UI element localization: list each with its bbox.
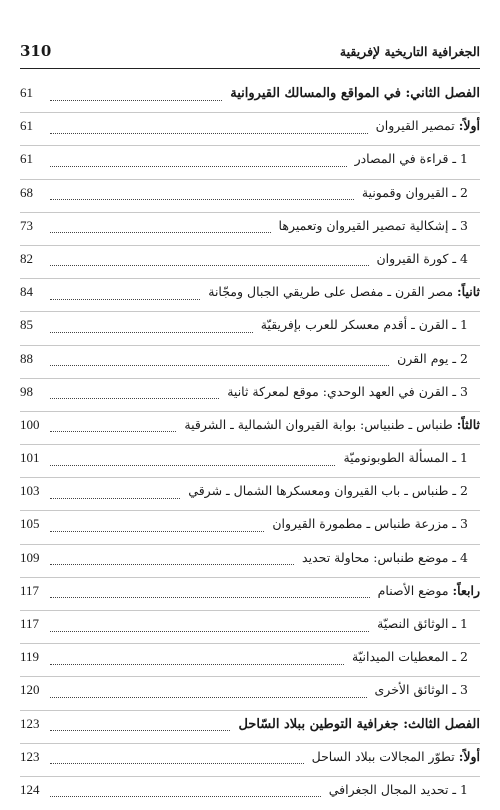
toc-entry-title <box>257 317 480 332</box>
page-header <box>20 40 480 69</box>
dot-leader <box>50 431 176 432</box>
toc-entry-prefix: رابعاً: <box>452 582 480 598</box>
toc-entry[interactable] <box>20 611 480 644</box>
toc-entry-text: 2 ـ المعطيات الميدانيّة <box>352 649 468 665</box>
toc-line <box>20 284 480 306</box>
dot-leader <box>50 166 347 167</box>
dot-leader <box>50 398 219 399</box>
dot-leader <box>50 265 369 266</box>
toc-line <box>20 118 480 140</box>
toc-line <box>20 782 480 804</box>
toc-line <box>20 550 480 572</box>
toc-line <box>20 583 480 605</box>
toc-entry-title <box>371 682 480 697</box>
toc-entry-text: 2 ـ يوم القرن <box>397 350 468 366</box>
toc-entry-prefix: ثانياً: <box>457 284 480 300</box>
toc-entry-text: 4 ـ كورة القيروان <box>376 250 468 266</box>
toc-entry[interactable] <box>20 346 480 379</box>
toc-page-number: 98 <box>20 383 33 399</box>
toc-entry[interactable] <box>20 379 480 412</box>
toc-page-number: 105 <box>20 516 40 532</box>
toc-entry[interactable] <box>20 113 480 146</box>
toc-entry[interactable] <box>20 412 480 445</box>
dot-leader <box>50 465 335 466</box>
page-number: 310 <box>20 42 52 60</box>
dot-leader <box>50 299 200 300</box>
toc-entry-title <box>325 782 480 797</box>
toc-entry-text: 3 ـ إشكالية تمصير القيروان وتعميرها <box>278 217 468 233</box>
toc-entry-text: 2 ـ القيروان وقمونية <box>361 184 468 200</box>
toc-entry-prefix: الفصل الثاني: <box>405 86 480 101</box>
toc-line <box>20 749 480 771</box>
toc-entry[interactable] <box>20 545 480 578</box>
dot-leader <box>50 232 271 233</box>
toc-page-number: 61 <box>20 118 33 134</box>
toc-entry-title <box>234 717 480 732</box>
toc-entry-text: 3 ـ الوثائق الأخرى <box>374 682 468 698</box>
toc-page-number: 73 <box>20 217 33 233</box>
toc-entry-text: 1 ـ المسألة الطوبونوميّة <box>343 450 468 466</box>
toc-line <box>20 417 480 439</box>
toc-page-number: 61 <box>20 151 33 167</box>
toc-line <box>20 151 480 173</box>
dot-leader <box>50 531 264 532</box>
toc-page-number: 117 <box>20 582 40 598</box>
toc-entry-text: 2 ـ طنباس ـ باب القيروان ومعسكرها الشمال ـ شرقي <box>188 483 468 499</box>
toc-page-number: 124 <box>20 781 40 797</box>
toc-entry-text: 1 ـ الوثائق النصيّة <box>377 616 468 631</box>
toc-entry[interactable] <box>20 478 480 511</box>
dot-leader <box>50 631 369 632</box>
toc-entry-title <box>226 86 480 101</box>
toc-entry[interactable] <box>20 180 480 213</box>
toc-entry-title <box>268 516 480 531</box>
toc-entry[interactable] <box>20 246 480 279</box>
toc-page-number: 123 <box>20 715 40 731</box>
toc-entry[interactable] <box>20 578 480 611</box>
toc-entry-title <box>373 251 481 266</box>
toc-entry[interactable] <box>20 80 480 113</box>
toc-entry[interactable] <box>20 312 480 345</box>
toc-entry-title <box>351 151 480 166</box>
toc-line <box>20 450 480 472</box>
toc-entry-title <box>374 583 480 598</box>
toc-entry[interactable] <box>20 279 480 312</box>
toc-entry-title <box>204 284 480 299</box>
toc-page-number: 84 <box>20 284 33 300</box>
toc-page-number: 117 <box>20 616 40 631</box>
toc-entry-title <box>339 450 480 465</box>
toc-page-number: 123 <box>20 748 40 764</box>
toc-entry-text: 3 ـ القرن في العهد الوحدي: موقع لمعركة ثانية <box>227 383 468 399</box>
toc-entry[interactable] <box>20 777 480 810</box>
dot-leader <box>50 730 230 731</box>
toc-line <box>20 384 480 406</box>
table-of-contents <box>20 80 480 810</box>
dot-leader <box>50 100 222 101</box>
toc-page-number: 103 <box>20 483 40 499</box>
toc-entry-title <box>275 218 480 233</box>
dot-leader <box>50 365 389 366</box>
dot-leader <box>50 498 180 499</box>
toc-line <box>20 85 480 107</box>
toc-entry[interactable] <box>20 511 480 544</box>
toc-page-number: 119 <box>20 649 40 665</box>
toc-entry-title <box>223 384 480 399</box>
toc-line <box>20 682 480 704</box>
toc-entry-title <box>184 483 480 498</box>
dot-leader <box>50 332 253 333</box>
toc-entry-text: 3 ـ مزرعة طنباس ـ مطمورة القيروان <box>272 516 468 532</box>
toc-entry[interactable] <box>20 445 480 478</box>
toc-entry[interactable] <box>20 146 480 179</box>
toc-entry-text: 1 ـ القرن ـ أقدم معسكر للعرب بإفريقيّة <box>260 317 468 333</box>
toc-line <box>20 483 480 505</box>
toc-line <box>20 616 480 638</box>
toc-page-number: 61 <box>20 85 33 100</box>
toc-entry[interactable] <box>20 644 480 677</box>
toc-line <box>20 649 480 671</box>
toc-page-number: 120 <box>20 682 40 698</box>
toc-entry-text: 1 ـ تحديد المجال الجغرافي <box>328 781 468 797</box>
toc-entry[interactable] <box>20 711 480 744</box>
toc-entry-title <box>358 185 480 200</box>
toc-entry-text: طنباس ـ طنبياس: بوابة القيروان الشمالية ـ الشرقية <box>184 416 457 432</box>
toc-entry-text: في المواقع والمسالك القيروانية <box>230 86 406 101</box>
toc-entry[interactable] <box>20 213 480 246</box>
toc-entry-text: تطوّر المجالات ببلاد الساحل <box>311 748 459 764</box>
toc-line <box>20 351 480 373</box>
toc-entry[interactable] <box>20 677 480 710</box>
dot-leader <box>50 697 367 698</box>
toc-entry-prefix: أولاً: <box>458 118 480 134</box>
toc-line <box>20 716 480 738</box>
dot-leader <box>50 597 370 598</box>
toc-page-number: 101 <box>20 450 40 466</box>
toc-entry-text: مصر القرن ـ مفصل على طريقي الجبال ومجّانة <box>208 284 458 300</box>
dot-leader <box>50 664 344 665</box>
running-title: الجغرافية التاريخية لإفريقية <box>339 44 480 59</box>
toc-entry-title <box>298 550 480 565</box>
toc-entry-title <box>180 417 480 432</box>
toc-line <box>20 218 480 240</box>
toc-line <box>20 516 480 538</box>
toc-entry-text: جغرافية التوطين ببلاد السّاحل <box>238 716 404 732</box>
dot-leader <box>50 564 294 565</box>
toc-entry-prefix: ثالثاً: <box>456 416 480 432</box>
toc-entry-title <box>348 649 480 664</box>
toc-line <box>20 317 480 339</box>
toc-page-number: 68 <box>20 184 33 200</box>
dot-leader <box>50 133 368 134</box>
toc-page-number: 85 <box>20 317 33 333</box>
toc-entry-text: تمصير القيروان <box>375 118 459 134</box>
dot-leader <box>50 796 321 797</box>
toc-entry[interactable] <box>20 744 480 777</box>
toc-line <box>20 185 480 207</box>
toc-entry-title <box>373 616 480 631</box>
toc-page-number: 82 <box>20 250 33 266</box>
toc-entry-title <box>393 351 480 366</box>
toc-entry-prefix: أولاً: <box>458 748 480 764</box>
toc-entry-title <box>308 749 480 764</box>
toc-entry-text: 1 ـ قراءة في المصادر <box>354 151 468 167</box>
toc-entry-prefix: الفصل الثالث: <box>403 716 480 732</box>
toc-entry-text: 4 ـ موضع طنباس: محاولة تحديد <box>302 549 468 565</box>
toc-page-number: 88 <box>20 350 33 366</box>
toc-page-number: 100 <box>20 416 40 432</box>
dot-leader <box>50 763 304 764</box>
toc-entry-title <box>372 118 480 133</box>
toc-line <box>20 251 480 273</box>
toc-entry-text: موضع الأصنام <box>377 582 453 598</box>
dot-leader <box>50 199 354 200</box>
toc-page-number: 109 <box>20 549 40 565</box>
